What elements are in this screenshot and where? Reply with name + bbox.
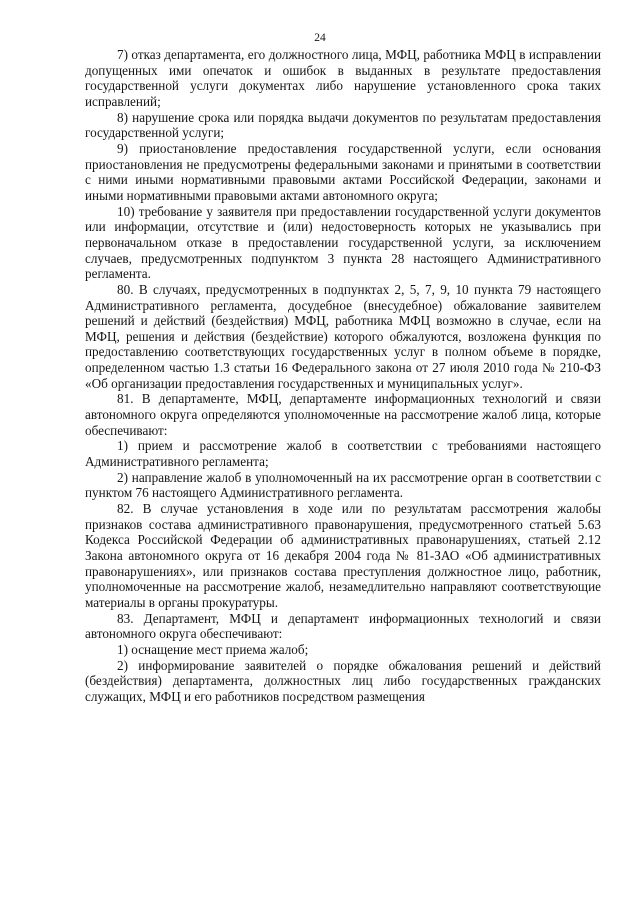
paragraph-item-8-deadline-violation: 8) нарушение срока или порядка выдачи документов по результатам предоставления государственной услуги;: [85, 109, 601, 141]
paragraph-item-7-refusal-to-correct: 7) отказ департамента, его должностного лица, МФЦ, работника МФЦ в исправлении допущенных ими опечаток и ошибок в выданных в результате предоставления государственной услуги документах либо нарушение установленного срока таких исправлений;: [85, 47, 601, 109]
paragraph-clause-82: 82. В случае установления в ходе или по результатам рассмотрения жалобы признаков состава административного правонарушения, предусмотренного статьей 5.63 Кодекса Российской Федерации об административных правонарушениях, статьей 2.12 Закона автономного округа от 16 декабря 2004 года № 81-ЗАО «Об административных правонарушениях», или признаков состава преступления должностное лицо, работник, уполномоченные на рассмотрение жалоб, незамедлительно направляют соответствующие материалы в органы прокуратуры.: [85, 501, 601, 610]
paragraph-clause-81: 81. В департаменте, МФЦ, департаменте информационных технологий и связи автономного округа определяются уполномоченные на рассмотрение жалоб лица, которые обеспечивают:: [85, 391, 601, 438]
paragraph-clause-83: 83. Департамент, МФЦ и департамент информационных технологий и связи автономного округа обеспечивают:: [85, 610, 601, 642]
paragraph-clause-80: 80. В случаях, предусмотренных в подпунктах 2, 5, 7, 9, 10 пункта 79 настоящего Административного регламента, досудебное (внесудебное) обжалование заявителем решений и действий (бездействия) МФЦ, работника МФЦ возможно в случае, если на МФЦ, решения и действия (бездействие) которого обжалуются, возложена функция по предоставлению соответствующих государственных услуг в полном объеме в порядке, определенном частью 1.3 статьи 16 Федерального закона от 27 июля 2010 года № 210-ФЗ «Об организации предоставления государственных и муниципальных услуг».: [85, 281, 601, 391]
paragraph-clause-83-item-1: 1) оснащение мест приема жалоб;: [117, 641, 309, 657]
paragraph-item-9-suspension: 9) приостановление предоставления государственной услуги, если основания приостановления не предусмотрены федеральными законами и принятыми в соответствии с ними иными нормативными правовыми актами Российской Федерации, законами и иными нормативными правовыми актами автономного округа;: [85, 140, 601, 203]
document-body: [85, 47, 601, 705]
paragraph-item-10-document-requirement: 10) требование у заявителя при предоставлении государственной услуги документов или информации, отсутствие и (или) недостоверность которых не указывались при первоначальном отказе в предоставлении государственной услуги, за исключением случаев, предусмотренных подпунктом 3 пункта 28 настоящего Административного регламента.: [85, 203, 601, 282]
paragraph-clause-83-item-2: 2) информирование заявителей о порядке обжалования решений и действий (бездействия) департамента, должностных лиц либо государственных гражданских служащих, МФЦ и его работников посредством размещения: [85, 657, 601, 704]
paragraph-clause-81-item-1: 1) прием и рассмотрение жалоб в соответствии с требованиями настоящего Административного регламента;: [85, 438, 601, 470]
paragraph-clause-81-item-2: 2) направление жалоб в уполномоченный на их рассмотрение орган в соответствии с пунктом 76 настоящего Административного регламента.: [85, 469, 601, 501]
page-number: 24: [314, 32, 326, 44]
